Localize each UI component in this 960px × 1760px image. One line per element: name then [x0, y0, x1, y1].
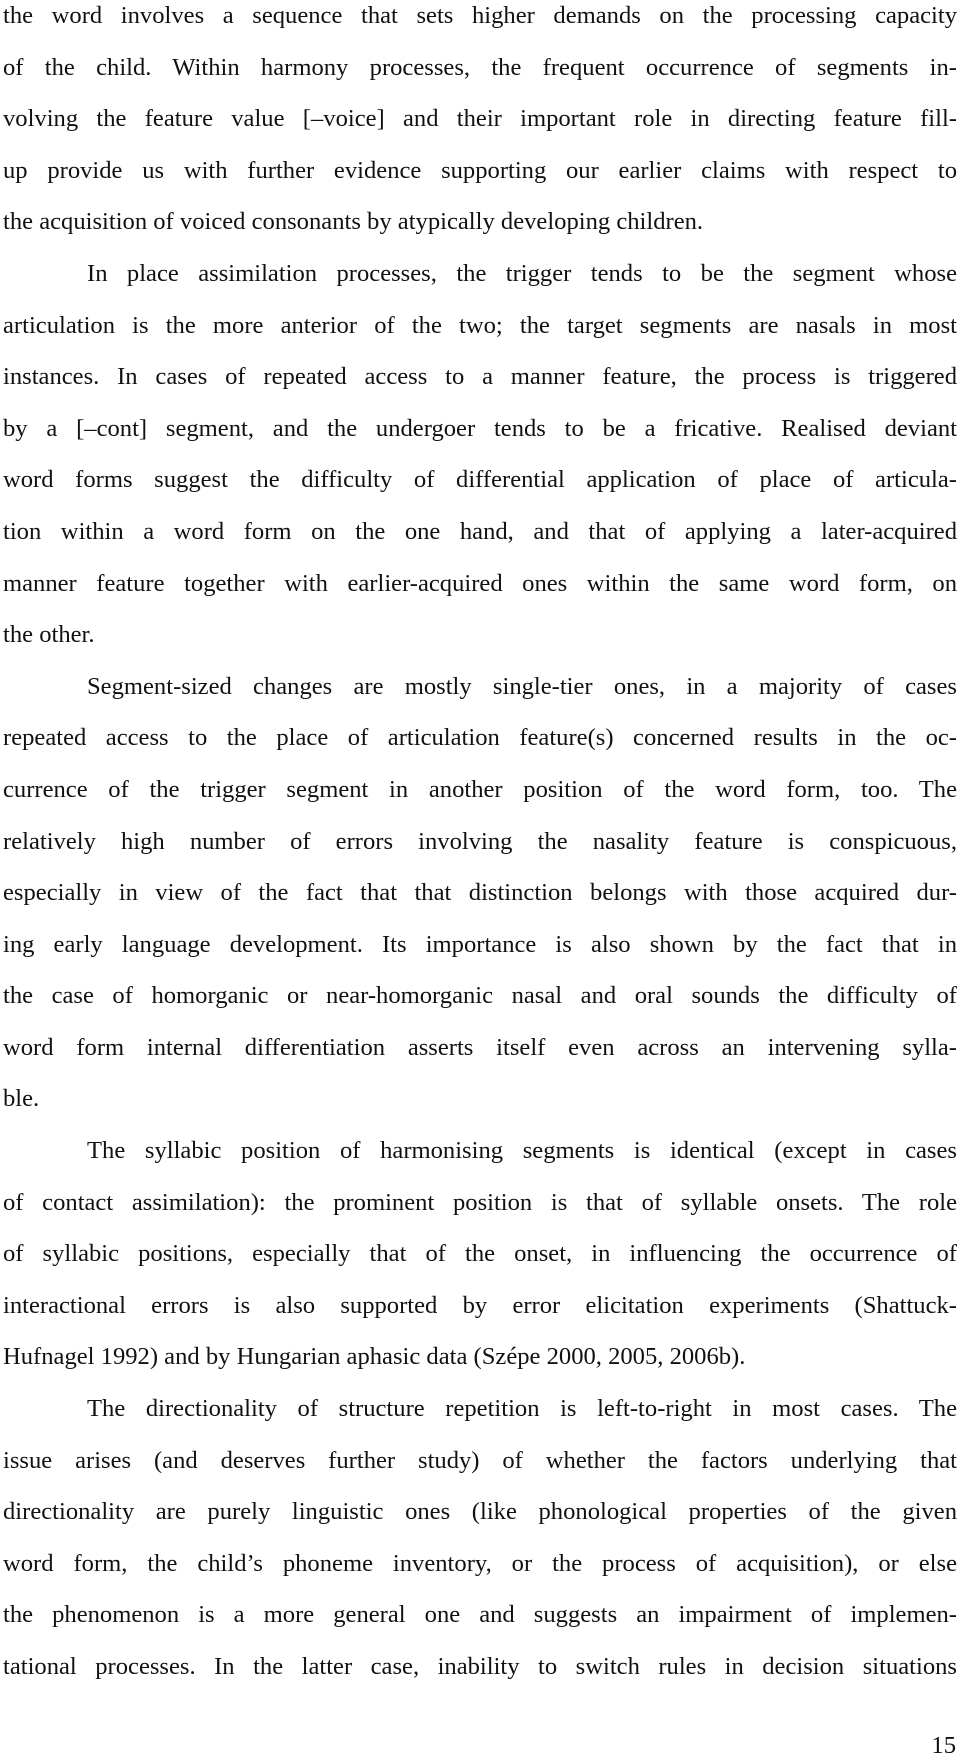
- text-line: ble.: [3, 1085, 40, 1113]
- text-line: the acquisition of voiced consonants by atypically developing children.: [3, 208, 704, 236]
- text-line: articulation is the more anterior of the two; the target segments are nasals in most: [3, 311, 957, 339]
- text-line: the other.: [3, 621, 95, 649]
- text-line: word form internal differentiation asserts itself even across an intervening sylla-: [3, 1033, 957, 1061]
- text-line: of the child. Within harmony processes, the frequent occurrence of segments in-: [3, 53, 957, 81]
- text-line: interactional errors is also supported by error elicitation experiments (Shattuck-: [3, 1291, 957, 1319]
- text-line: word form, the child’s phoneme inventory, or the process of acquisition), or else: [3, 1549, 957, 1577]
- text-line: up provide us with further evidence supporting our earlier claims with respect to: [3, 156, 957, 184]
- text-line: ing early language development. Its importance is also shown by the fact that in: [3, 930, 957, 958]
- text-line: the case of homorganic or near-homorganic nasal and oral sounds the difficulty of: [3, 982, 957, 1010]
- text-line: issue arises (and deserves further study) of whether the factors underlying that: [3, 1446, 957, 1474]
- paragraph: [3, 1383, 957, 1693]
- text-line: manner feature together with earlier-acquired ones within the same word form, on: [3, 569, 957, 597]
- text-line: relatively high number of errors involving the nasality feature is conspicuous,: [3, 827, 957, 855]
- text-line: tational processes. In the latter case, inability to switch rules in decision situations: [3, 1653, 957, 1680]
- body-text: [3, 0, 957, 1693]
- text-line: word forms suggest the difficulty of differential application of place of articula-: [3, 466, 957, 494]
- text-line: instances. In cases of repeated access to a manner feature, the process is triggered: [3, 363, 957, 391]
- paragraph: [3, 1125, 957, 1383]
- text-line: especially in view of the fact that that distinction belongs with those acquired dur-: [3, 879, 957, 907]
- text-line: currence of the trigger segment in another position of the word form, too. The: [3, 775, 957, 803]
- text-line: the word involves a sequence that sets higher demands on the processing capacity: [3, 2, 957, 29]
- text-line: Segment-sized changes are mostly single-tier ones, in a majority of cases: [87, 672, 957, 700]
- text-line: volving the feature value [–voice] and their important role in directing feature fill-: [3, 105, 957, 133]
- text-line: by a [–cont] segment, and the undergoer tends to be a fricative. Realised deviant: [3, 414, 957, 442]
- paragraph: [3, 661, 957, 1125]
- text-line: of contact assimilation): the prominent position is that of syllable onsets. The role: [3, 1188, 957, 1216]
- text-line: of syllabic positions, especially that of the onset, in influencing the occurrence of: [3, 1240, 957, 1268]
- page-number: 15: [931, 1732, 956, 1759]
- paragraph: [3, 248, 957, 661]
- text-line: Hufnagel 1992) and by Hungarian aphasic data (Szépe 2000, 2005, 2006b).: [3, 1343, 746, 1371]
- text-line: the phenomenon is a more general one and suggests an impairment of implemen-: [3, 1601, 957, 1629]
- text-line: In place assimilation processes, the trigger tends to be the segment whose: [87, 259, 957, 287]
- paragraph: [3, 0, 957, 248]
- text-line: repeated access to the place of articulation feature(s) concerned results in the oc-: [3, 724, 957, 752]
- text-line: The syllabic position of harmonising segments is identical (except in cases: [87, 1137, 957, 1165]
- text-line: tion within a word form on the one hand, and that of applying a later-acquired: [3, 517, 957, 545]
- text-line: directionality are purely linguistic ones (like phonological properties of the given: [3, 1498, 957, 1526]
- text-line: The directionality of structure repetition is left-to-right in most cases. The: [87, 1395, 957, 1423]
